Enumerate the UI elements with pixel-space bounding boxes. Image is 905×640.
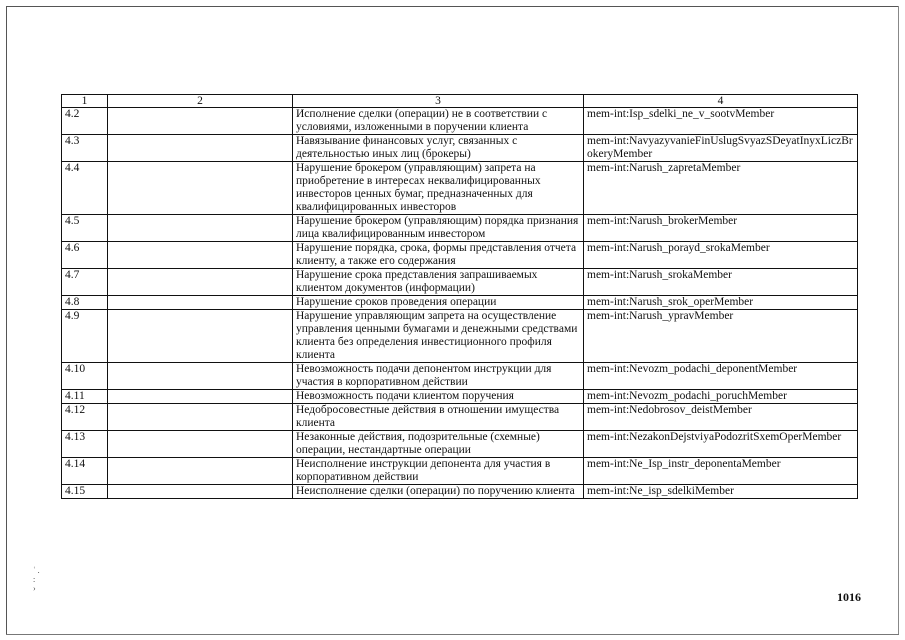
row-code-cell: mem-int:Narush_srok_operMember: [584, 296, 858, 310]
row-number-cell: 4.10: [62, 363, 108, 390]
row-description-cell: Исполнение сделки (операции) не в соответствии с условиями, изложенными в поручении клиента: [293, 108, 584, 135]
row-empty-cell: [108, 431, 293, 458]
page-border-bottom: [6, 634, 899, 635]
row-empty-cell: [108, 162, 293, 215]
row-number-cell: 4.8: [62, 296, 108, 310]
table-row: [62, 431, 858, 458]
row-code-cell: mem-int:Narush_srokaMember: [584, 269, 858, 296]
table-row: [62, 458, 858, 485]
table-row: [62, 215, 858, 242]
table-row: [62, 242, 858, 269]
row-empty-cell: [108, 108, 293, 135]
row-description-cell: Нарушение брокером (управляющим) порядка признания лица квалифицированным инвестором: [293, 215, 584, 242]
row-empty-cell: [108, 404, 293, 431]
row-code-cell: mem-int:Narush_ypravMember: [584, 310, 858, 363]
row-number-cell: 4.7: [62, 269, 108, 296]
table-row: [62, 135, 858, 162]
column-header-1: 1: [62, 95, 108, 108]
row-description-cell: Навязывание финансовых услуг, связанных с деятельностью иных лиц (брокеры): [293, 135, 584, 162]
row-empty-cell: [108, 485, 293, 499]
row-number-cell: 4.11: [62, 390, 108, 404]
row-code-cell: mem-int:Ne_Isp_instr_deponentaMember: [584, 458, 858, 485]
row-empty-cell: [108, 242, 293, 269]
table-header-row: [62, 95, 858, 108]
row-code-cell: mem-int:Ne_isp_sdelkiMember: [584, 485, 858, 499]
row-number-cell: 4.15: [62, 485, 108, 499]
row-number-cell: 4.13: [62, 431, 108, 458]
row-code-cell: mem-int:Narush_zapretaMember: [584, 162, 858, 215]
row-code-cell: mem-int:Isp_sdelki_ne_v_sootvMember: [584, 108, 858, 135]
row-description-cell: Нарушение брокером (управляющим) запрета на приобретение в интересах неквалифицированных инвесторов ценных бумаг, предназначенных для квалифицированных инвесторов: [293, 162, 584, 215]
row-number-cell: 4.4: [62, 162, 108, 215]
row-empty-cell: [108, 310, 293, 363]
page-border-left: [6, 6, 7, 634]
table-row: [62, 485, 858, 499]
row-empty-cell: [108, 296, 293, 310]
row-code-cell: mem-int:Nevozm_podachi_poruchMember: [584, 390, 858, 404]
row-description-cell: Недобросовестные действия в отношении имущества клиента: [293, 404, 584, 431]
table-row: [62, 108, 858, 135]
row-code-cell: mem-int:NavyazyvanieFinUslugSvyazSDeyatInyxLiczBrokeryMember: [584, 135, 858, 162]
row-empty-cell: [108, 135, 293, 162]
row-number-cell: 4.12: [62, 404, 108, 431]
row-code-cell: mem-int:Narush_brokerMember: [584, 215, 858, 242]
row-number-cell: 4.14: [62, 458, 108, 485]
table-row: [62, 390, 858, 404]
row-code-cell: mem-int:NezakonDejstviyaPodozritSxemOperMember: [584, 431, 858, 458]
row-empty-cell: [108, 215, 293, 242]
row-empty-cell: [108, 363, 293, 390]
row-description-cell: Незаконные действия, подозрительные (схемные) операции, нестандартные операции: [293, 431, 584, 458]
row-description-cell: Нарушение управляющим запрета на осуществление управления ценными бумагами и денежными средствами клиента без определения инвестиционного профиля клиента: [293, 310, 584, 363]
row-code-cell: mem-int:Nedobrosov_deistMember: [584, 404, 858, 431]
row-empty-cell: [108, 390, 293, 404]
column-header-4: 4: [584, 95, 858, 108]
table-row: [62, 363, 858, 390]
table-row: [62, 269, 858, 296]
row-number-cell: 4.5: [62, 215, 108, 242]
row-description-cell: Невозможность подачи клиентом поручения: [293, 390, 584, 404]
page-border-right: [898, 6, 899, 634]
row-code-cell: mem-int:Narush_porayd_srokaMember: [584, 242, 858, 269]
row-description-cell: Нарушение порядка, срока, формы представления отчета клиенту, а также его содержания: [293, 242, 584, 269]
row-code-cell: mem-int:Nevozm_podachi_deponentMember: [584, 363, 858, 390]
page-number: 1016: [837, 590, 861, 604]
column-header-3: 3: [293, 95, 584, 108]
table-row: [62, 162, 858, 215]
table-row: [62, 404, 858, 431]
row-description-cell: Нарушение сроков проведения операции: [293, 296, 584, 310]
row-number-cell: 4.9: [62, 310, 108, 363]
table-row: [62, 310, 858, 363]
row-empty-cell: [108, 458, 293, 485]
margin-marks: ʿ . : ›: [33, 566, 40, 593]
row-empty-cell: [108, 269, 293, 296]
column-header-2: 2: [108, 95, 293, 108]
classifier-table: [61, 94, 858, 499]
row-description-cell: Нарушение срока представления запрашиваемых клиентом документов (информации): [293, 269, 584, 296]
row-description-cell: Неисполнение сделки (операции) по поручению клиента: [293, 485, 584, 499]
page-border-top: [6, 6, 899, 7]
row-number-cell: 4.3: [62, 135, 108, 162]
row-number-cell: 4.2: [62, 108, 108, 135]
table-row: [62, 296, 858, 310]
row-number-cell: 4.6: [62, 242, 108, 269]
row-description-cell: Неисполнение инструкции депонента для участия в корпоративном действии: [293, 458, 584, 485]
row-description-cell: Невозможность подачи депонентом инструкции для участия в корпоративном действии: [293, 363, 584, 390]
